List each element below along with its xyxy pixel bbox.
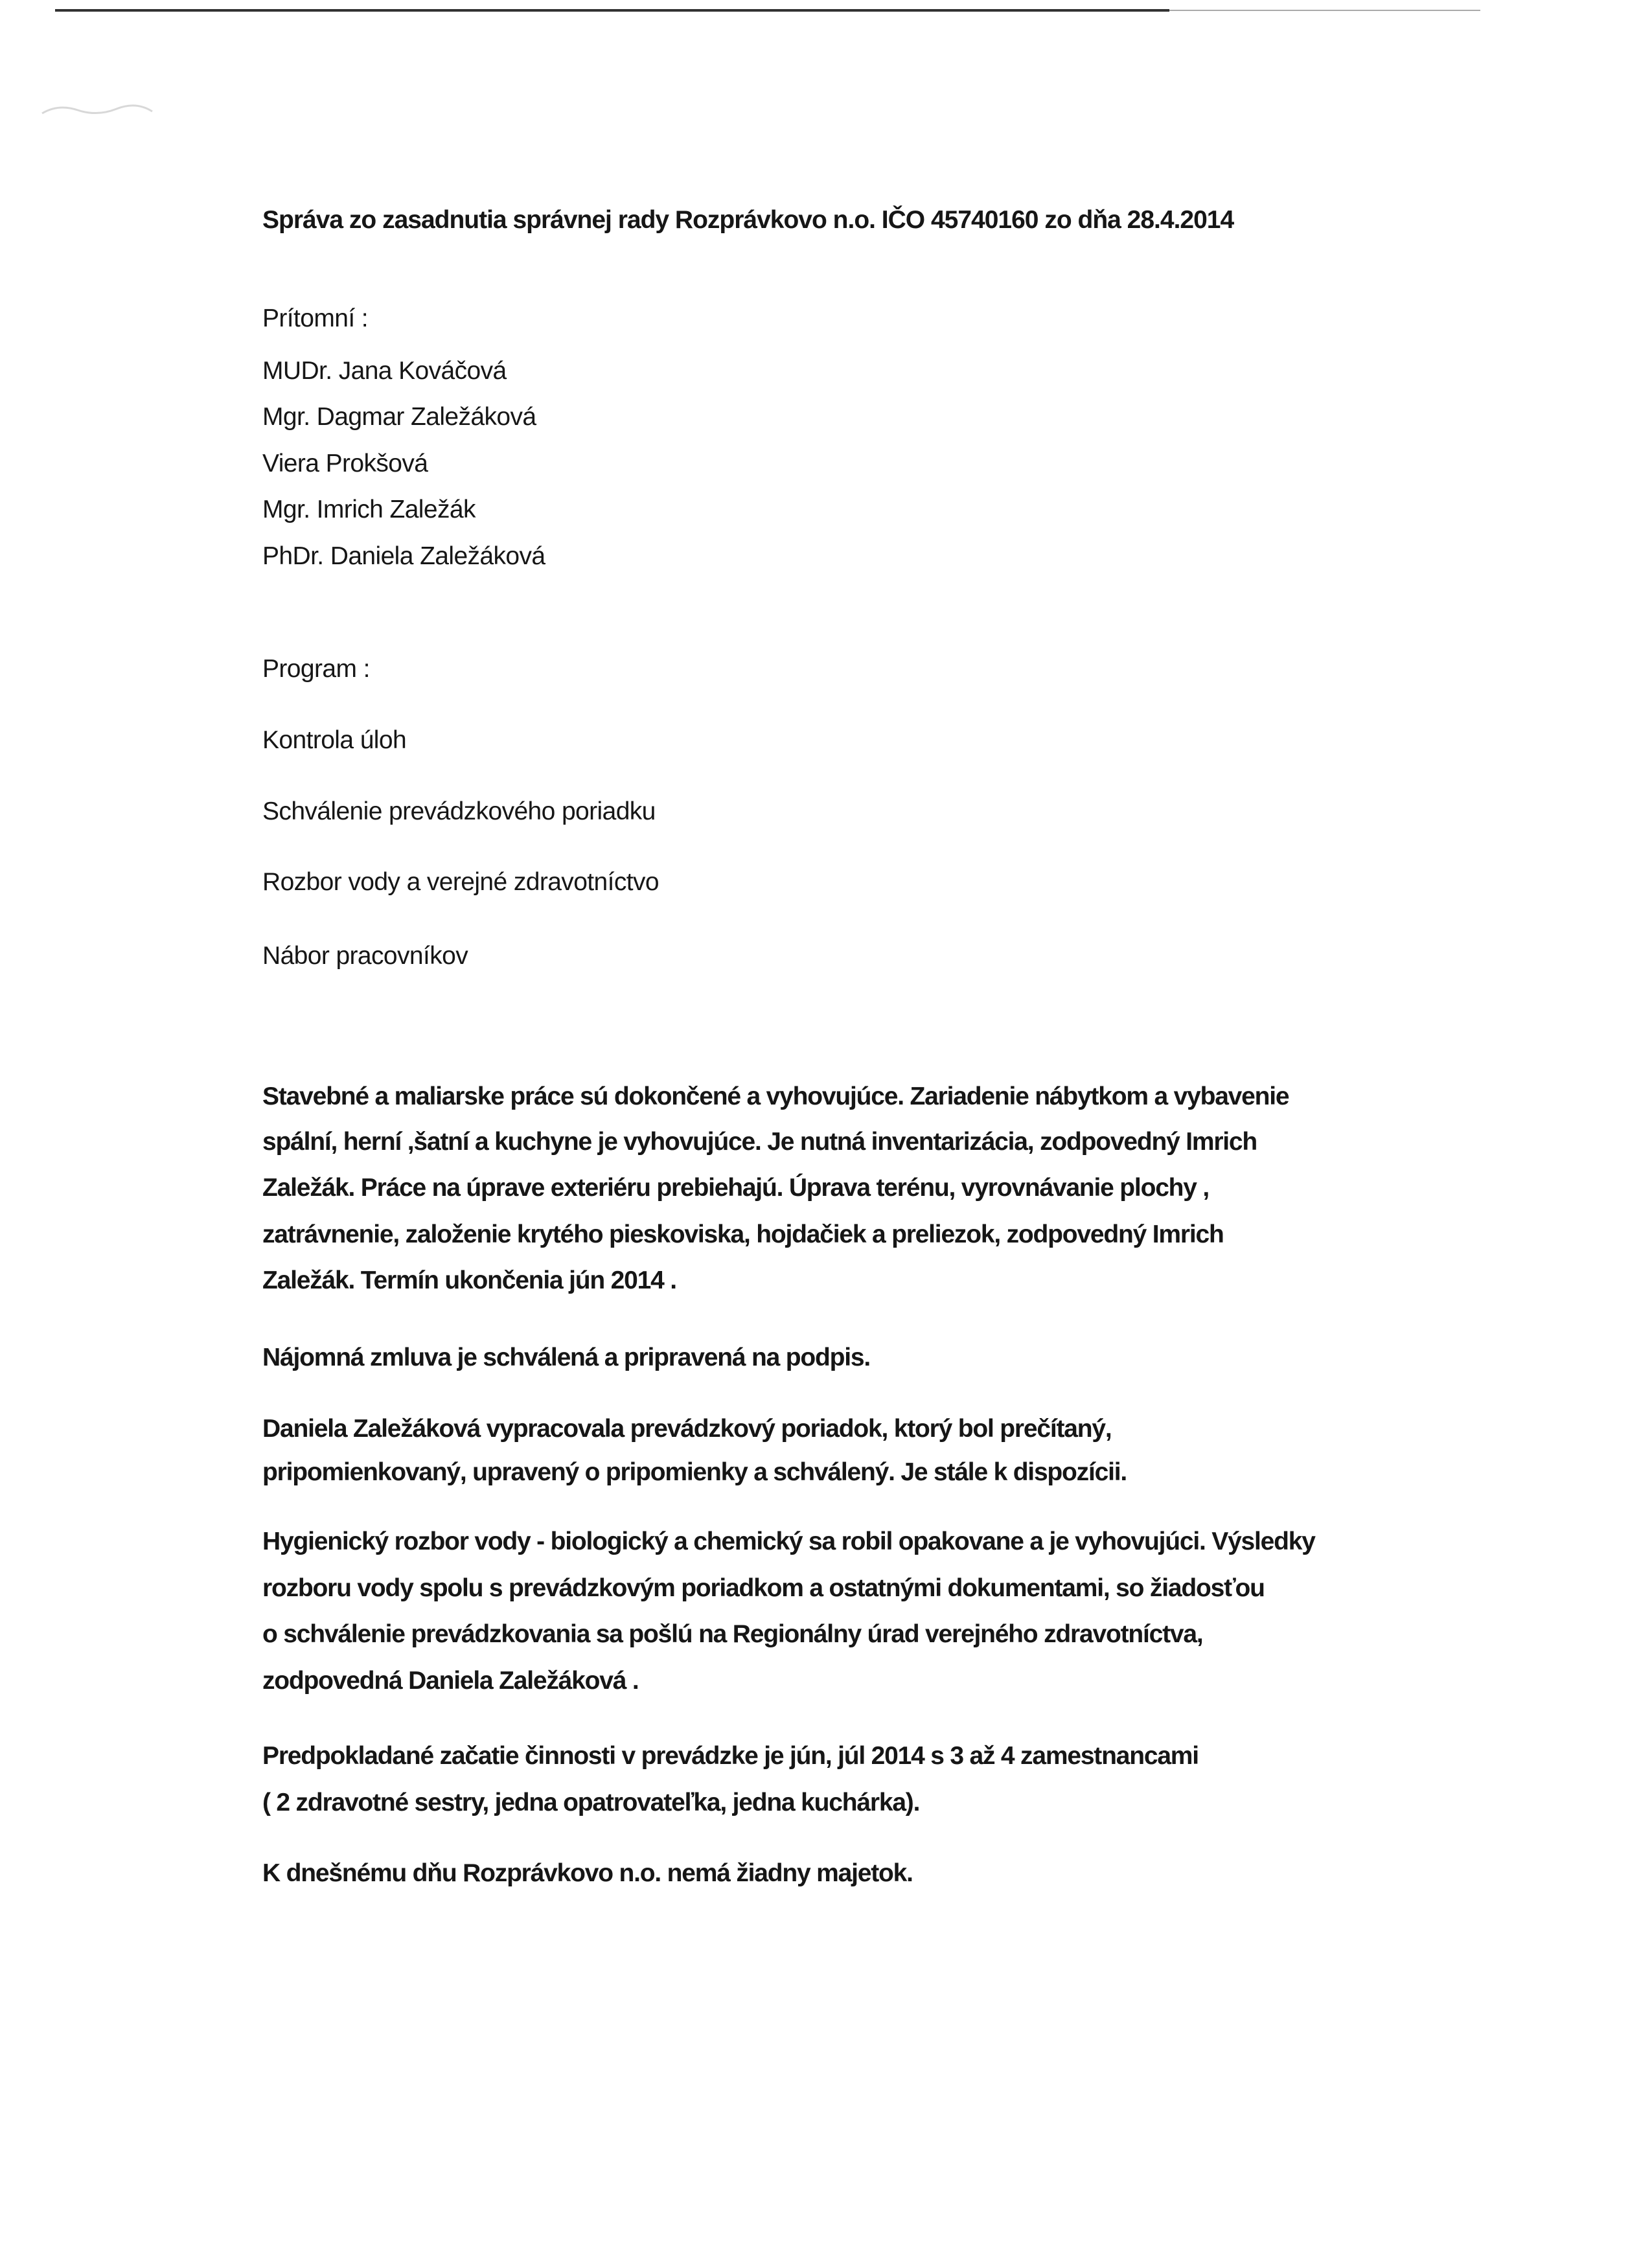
paragraph-line: Stavebné a maliarske práce sú dokončené a vyhovujúce. Zariadenie nábytkom a vybavenie: [262, 1082, 1289, 1110]
present-label: Prítomní :: [262, 304, 369, 332]
present-member: Mgr. Dagmar Zaležáková: [262, 403, 536, 431]
program-item: Nábor pracovníkov: [262, 942, 468, 970]
program-item: Kontrola úloh: [262, 726, 407, 754]
paragraph-line: Hygienický rozbor vody - biologický a chemický sa robil opakovane a je vyhovujúci. Výsledky: [262, 1528, 1315, 1555]
paragraph-line: ( 2 zdravotné sestry, jedna opatrovateľka, jedna kuchárka).: [262, 1789, 920, 1816]
paragraph-line: spální, herní ,šatní a kuchyne je vyhovujúce. Je nutná inventarizácia, zodpovedný Imrich: [262, 1128, 1257, 1156]
paragraph-line: Predpokladané začatie činnosti v prevádzke je jún, júl 2014 s 3 až 4 zamestnancami: [262, 1742, 1199, 1770]
scan-edge-line: [55, 9, 1169, 12]
program-label: Program :: [262, 655, 370, 683]
present-member: Viera Prokšová: [262, 450, 428, 477]
paragraph-line: Zaležák. Termín ukončenia jún 2014 .: [262, 1266, 676, 1294]
present-member: MUDr. Jana Kováčová: [262, 357, 507, 385]
program-item: Rozbor vody a verejné zdravotníctvo: [262, 868, 659, 896]
program-item: Schválenie prevádzkového poriadku: [262, 797, 656, 825]
paragraph-line: Nájomná zmluva je schválená a pripravená na podpis.: [262, 1344, 870, 1371]
paragraph-line: rozboru vody spolu s prevádzkovým poriadkom a ostatnými dokumentami, so žiadosťou: [262, 1574, 1265, 1602]
scan-edge-line-faint: [1169, 10, 1480, 11]
scan-smudge-icon: [39, 97, 155, 123]
paragraph-line: zodpovedná Daniela Zaležáková .: [262, 1667, 639, 1695]
paragraph-line: Daniela Zaležáková vypracovala prevádzkový poriadok, ktorý bol prečítaný,: [262, 1415, 1112, 1443]
paragraph-line: K dnešnému dňu Rozprávkovo n.o. nemá žiadny majetok.: [262, 1859, 913, 1887]
paragraph-line: zatrávnenie, založenie krytého pieskoviska, hojdačiek a preliezok, zodpovedný Imrich: [262, 1220, 1224, 1248]
paragraph-line: o schválenie prevádzkovania sa pošlú na Regionálny úrad verejného zdravotníctva,: [262, 1620, 1203, 1648]
paragraph-line: pripomienkovaný, upravený o pripomienky a schválený. Je stále k dispozícii.: [262, 1458, 1127, 1486]
present-member: PhDr. Daniela Zaležáková: [262, 542, 545, 570]
paragraph-line: Zaležák. Práce na úprave exteriéru prebiehajú. Úprava terénu, vyrovnávanie plochy ,: [262, 1174, 1210, 1202]
document-title: Správa zo zasadnutia správnej rady Rozprávkovo n.o. IČO 45740160 zo dňa 28.4.2014: [262, 206, 1234, 234]
present-member: Mgr. Imrich Zaležák: [262, 496, 476, 523]
